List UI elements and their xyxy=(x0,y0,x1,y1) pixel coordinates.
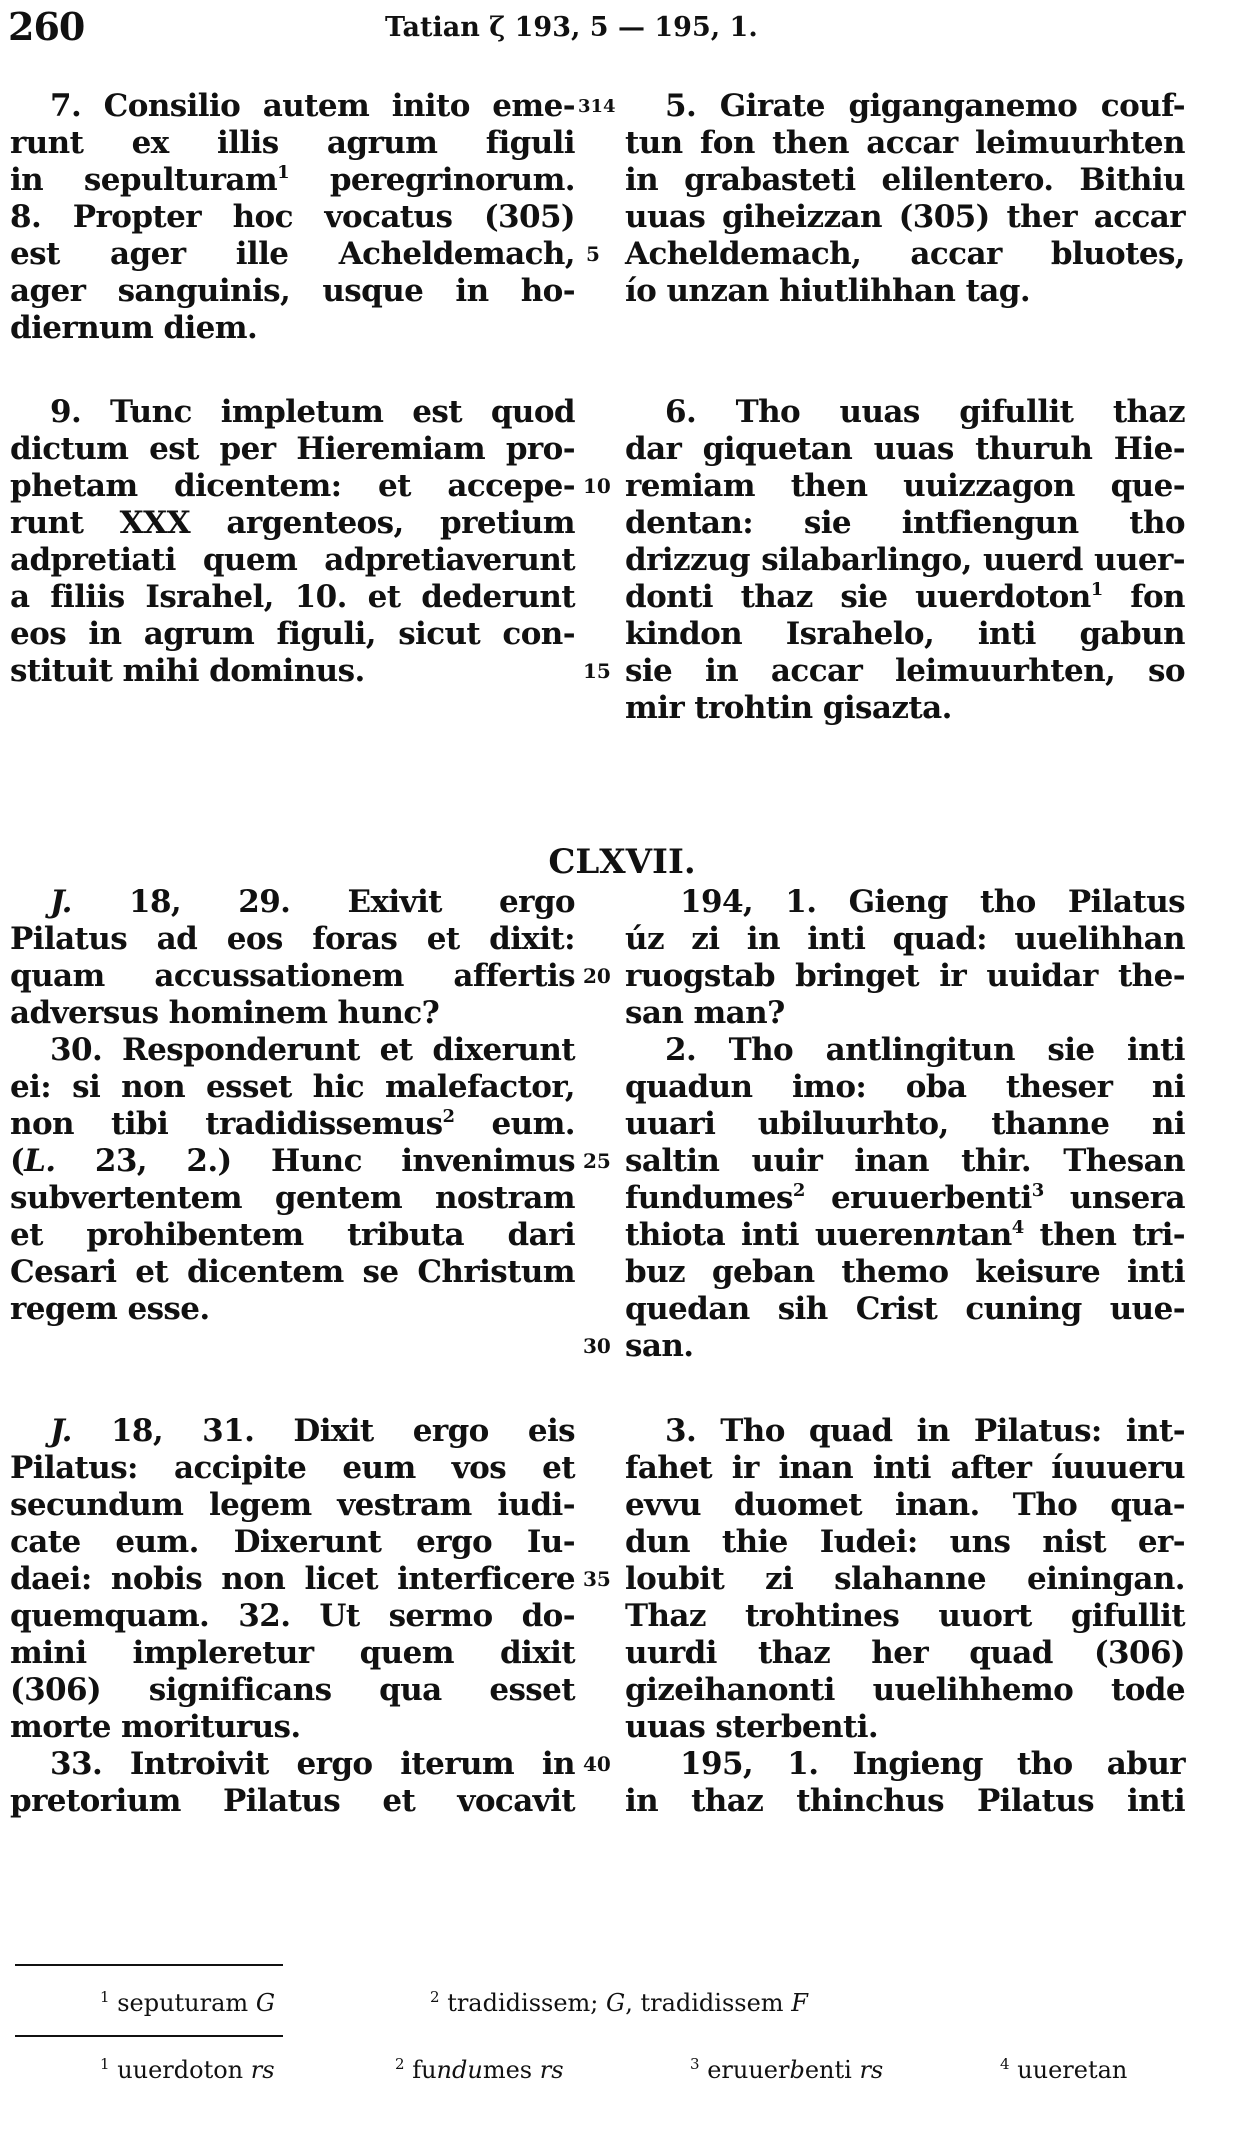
oht-line: quedan sih Crist cuning uue- xyxy=(625,1291,1185,1327)
chapter-heading: CLXVII. xyxy=(548,842,696,882)
latin-line xyxy=(10,1413,575,1450)
footnote-mark: 2 xyxy=(430,1988,440,2006)
oht-line xyxy=(625,884,1185,921)
latin-line: secundum legem vestram iudi- xyxy=(10,1487,575,1523)
footnote-text: fu xyxy=(412,2056,437,2084)
footnote-mark: 1 xyxy=(100,2055,110,2073)
latin-line: Cesari et dicentem se Christum xyxy=(10,1254,575,1290)
latin-line: a filiis Israhel, 10. et dederunt xyxy=(10,579,575,615)
oht-line: 6. Tho uuas gifullit thaz xyxy=(665,394,1185,430)
footnote-rule xyxy=(15,1964,283,1966)
oht-text: donti thaz sie uuerdoton xyxy=(625,579,1091,615)
oht-text: eruuerbenti xyxy=(804,1180,1032,1216)
footnote-oht-2 xyxy=(395,2055,564,2085)
footnote-mark: 2 xyxy=(395,2055,405,2073)
running-title: Tatian ζ 193, 5 — 195, 1. xyxy=(385,12,758,43)
footnote-text: mes xyxy=(482,2056,533,2084)
latin-line: Pilatus: accipite eum vos et xyxy=(10,1450,575,1486)
gospel-siglum: J. xyxy=(50,1413,72,1449)
oht-line xyxy=(625,1217,1185,1254)
footnote-siglum: rs xyxy=(250,2056,275,2084)
footnote-ref: 4 xyxy=(1011,1217,1024,1238)
footnote-siglum: G xyxy=(255,1989,275,2017)
footnote-ref: 1 xyxy=(277,162,290,183)
oht-line: ruogstab bringet ir uuidar the- xyxy=(625,958,1185,994)
oht-line: san man? xyxy=(625,995,785,1031)
latin-line: mini impleretur quem dixit xyxy=(10,1635,575,1671)
latin-text: ( xyxy=(10,1143,25,1179)
oht-line: san. xyxy=(625,1328,694,1364)
oht-line: uuari ubiluurhto, thanne ni xyxy=(625,1106,1185,1142)
latin-line: runt XXX argenteos, pretium xyxy=(10,505,575,541)
oht-line: tun fon then accar leimuurhten xyxy=(625,125,1185,161)
oht-line: in thaz thinchus Pilatus inti xyxy=(625,1783,1185,1819)
latin-line: quemquam. 32. Ut sermo do- xyxy=(10,1598,575,1634)
latin-text: in sepulturam xyxy=(10,162,278,198)
page-number: 260 xyxy=(8,4,85,49)
footnote-siglum: G xyxy=(606,1989,626,2017)
footnote-latin-2 xyxy=(430,1988,808,2018)
footnote-ref: 3 xyxy=(1031,1180,1044,1201)
margin-page-ref: 314 xyxy=(578,96,616,117)
footnote-latin-1 xyxy=(100,1988,275,2018)
oht-line: gizeihanonti uuelihhemo tode xyxy=(625,1672,1185,1708)
latin-line: regem esse. xyxy=(10,1291,210,1327)
oht-line: kindon Israhelo, inti gabun xyxy=(625,616,1185,652)
latin-line xyxy=(10,1143,575,1180)
latin-line: adversus hominem hunc? xyxy=(10,995,440,1031)
latin-text: eum. xyxy=(454,1106,575,1142)
latin-line: 9. Tunc impletum est quod xyxy=(50,394,575,430)
latin-line: 7. Consilio autem inito eme- xyxy=(50,88,575,124)
oht-line xyxy=(625,1746,1185,1783)
oht-line: úz zi in inti quad: uuelihhan xyxy=(625,921,1185,957)
footnote-text: seputuram xyxy=(117,1989,249,2017)
footnote-oht-1 xyxy=(100,2055,275,2085)
oht-line: uuas sterbenti. xyxy=(625,1709,879,1745)
footnote-rule xyxy=(15,2035,283,2037)
oht-text: then tri- xyxy=(1023,1217,1186,1253)
latin-line: phetam dicentem: et accepe- xyxy=(10,468,575,504)
footnote-text: tradidissem; xyxy=(447,1989,599,2017)
latin-line: diernum diem. xyxy=(10,310,258,346)
oht-line: uuas giheizzan (305) ther accar xyxy=(625,199,1185,235)
margin-line-number: 10 xyxy=(583,474,611,498)
oht-line: saltin uuir inan thir. Thesan xyxy=(625,1143,1185,1179)
oht-line: drizzug silabarlingo, uuerd uuer- xyxy=(625,542,1185,578)
footnote-oht-3 xyxy=(690,2055,883,2085)
latin-text: 23, 2.) Hunc invenimus xyxy=(55,1143,575,1179)
footnote-siglum: F xyxy=(791,1989,808,2017)
margin-line-number: 15 xyxy=(583,659,611,683)
latin-line: runt ex illis agrum figuli xyxy=(10,125,575,161)
oht-line: ío unzan hiutlihhan tag. xyxy=(625,273,1031,309)
latin-line xyxy=(10,162,575,199)
latin-line: daei: nobis non licet interficere xyxy=(10,1561,575,1597)
latin-line: ager sanguinis, usque in ho- xyxy=(10,273,575,309)
oht-line: 5. Girate giganganemo couf- xyxy=(665,88,1185,124)
latin-line: 30. Responderunt et dixerunt xyxy=(50,1032,575,1068)
oht-text: tan xyxy=(956,1217,1012,1253)
gospel-siglum: L. xyxy=(24,1143,56,1179)
footnote-mark: 3 xyxy=(690,2055,700,2073)
latin-line: subvertentem gentem nostram xyxy=(10,1180,575,1216)
tatian-section-ref: 194, 1. xyxy=(680,884,817,920)
latin-line: ei: si non esset hic malefactor, xyxy=(10,1069,575,1105)
margin-line-number: 40 xyxy=(583,1752,611,1776)
footnote-siglum: rs xyxy=(539,2056,564,2084)
oht-line: in grabasteti elilentero. Bithiu xyxy=(625,162,1185,198)
latin-text: peregrinorum. xyxy=(329,162,575,198)
oht-text: Ingieng tho abur xyxy=(818,1746,1185,1782)
oht-line: uurdi thaz her quad (306) xyxy=(625,1635,1185,1671)
latin-text: 18, 29. Exivit ergo xyxy=(71,884,575,920)
footnote-siglum: rs xyxy=(859,2056,884,2084)
latin-line: adpretiati quem adpretiaverunt xyxy=(10,542,575,578)
footnote-text: uuerdoton xyxy=(117,2056,244,2084)
footnote-mark: 4 xyxy=(1000,2055,1010,2073)
latin-line: Pilatus ad eos foras et dixit: xyxy=(10,921,575,957)
latin-line: et prohibentem tributa dari xyxy=(10,1217,575,1253)
oht-line: remiam then uuizzagon que- xyxy=(625,468,1185,504)
footnote-ref: 2 xyxy=(792,1180,805,1201)
oht-line: 2. Tho antlingitun sie inti xyxy=(665,1032,1185,1068)
gospel-siglum: J. xyxy=(50,884,72,920)
oht-text: Gieng tho Pilatus xyxy=(816,884,1185,920)
oht-line: fahet ir inan inti after íuuueru xyxy=(625,1450,1185,1486)
oht-line: 3. Tho quad in Pilatus: int- xyxy=(665,1413,1185,1449)
latin-line xyxy=(10,884,575,921)
footnote-ref: 1 xyxy=(1090,579,1103,600)
latin-line xyxy=(10,1106,575,1143)
latin-line: cate eum. Dixerunt ergo Iu- xyxy=(10,1524,575,1560)
latin-line: eos in agrum figuli, sicut con- xyxy=(10,616,575,652)
oht-text: fundumes xyxy=(625,1180,793,1216)
oht-line: dentan: sie intfiengun tho xyxy=(625,505,1185,541)
oht-line: loubit zi slahanne einingan. xyxy=(625,1561,1185,1597)
oht-text: fon xyxy=(1102,579,1185,615)
oht-line: sie in accar leimuurhten, so xyxy=(625,653,1185,689)
latin-line: 8. Propter hoc vocatus (305) xyxy=(10,199,575,235)
margin-line-number: 35 xyxy=(583,1567,611,1591)
oht-line: Acheldemach, accar bluotes, xyxy=(625,236,1185,272)
oht-text: unsera xyxy=(1043,1180,1185,1216)
margin-line-number: 30 xyxy=(583,1334,611,1358)
footnote-italic: b xyxy=(789,2056,805,2084)
oht-line: dun thie Iudei: uns nist er- xyxy=(625,1524,1185,1560)
latin-line: pretorium Pilatus et vocavit xyxy=(10,1783,575,1819)
footnote-text: enti xyxy=(804,2056,852,2084)
latin-line: est ager ille Acheldemach, xyxy=(10,236,575,272)
footnote-italic: ndu xyxy=(436,2056,483,2084)
oht-line: mir trohtin gisazta. xyxy=(625,690,952,726)
margin-line-number: 25 xyxy=(583,1149,611,1173)
oht-italic-letter: n xyxy=(934,1217,957,1253)
latin-line: morte moriturus. xyxy=(10,1709,301,1745)
footnote-text: uueretan xyxy=(1017,2056,1128,2084)
footnote-text: eruuer xyxy=(707,2056,790,2084)
margin-line-number: 20 xyxy=(583,964,611,988)
margin-line-number: 5 xyxy=(586,242,600,266)
oht-line: dar giquetan uuas thuruh Hie- xyxy=(625,431,1185,467)
latin-text: non tibi tradidissemus xyxy=(10,1106,443,1142)
oht-line xyxy=(625,579,1185,616)
latin-text: 18, 31. Dixit ergo eis xyxy=(71,1413,575,1449)
latin-line: dictum est per Hieremiam pro- xyxy=(10,431,575,467)
latin-line: 33. Introivit ergo iterum in xyxy=(50,1746,575,1782)
footnote-ref: 2 xyxy=(442,1106,455,1127)
oht-line xyxy=(625,1180,1185,1217)
latin-line: quam accussationem affertis xyxy=(10,958,575,994)
latin-line: (306) significans qua esset xyxy=(10,1672,575,1708)
oht-text: thiota inti uueren xyxy=(625,1217,935,1253)
oht-line: quadun imo: oba theser ni xyxy=(625,1069,1185,1105)
footnote-mark: 1 xyxy=(100,1988,110,2006)
tatian-section-ref: 195, 1. xyxy=(680,1746,819,1782)
footnote-oht-4 xyxy=(1000,2055,1127,2085)
oht-line: evvu duomet inan. Tho qua- xyxy=(625,1487,1185,1523)
latin-line: stituit mihi dominus. xyxy=(10,653,365,689)
footnote-text: , tradidissem xyxy=(625,1989,784,2017)
oht-line: Thaz trohtines uuort gifullit xyxy=(625,1598,1185,1634)
oht-line: buz geban themo keisure inti xyxy=(625,1254,1185,1290)
